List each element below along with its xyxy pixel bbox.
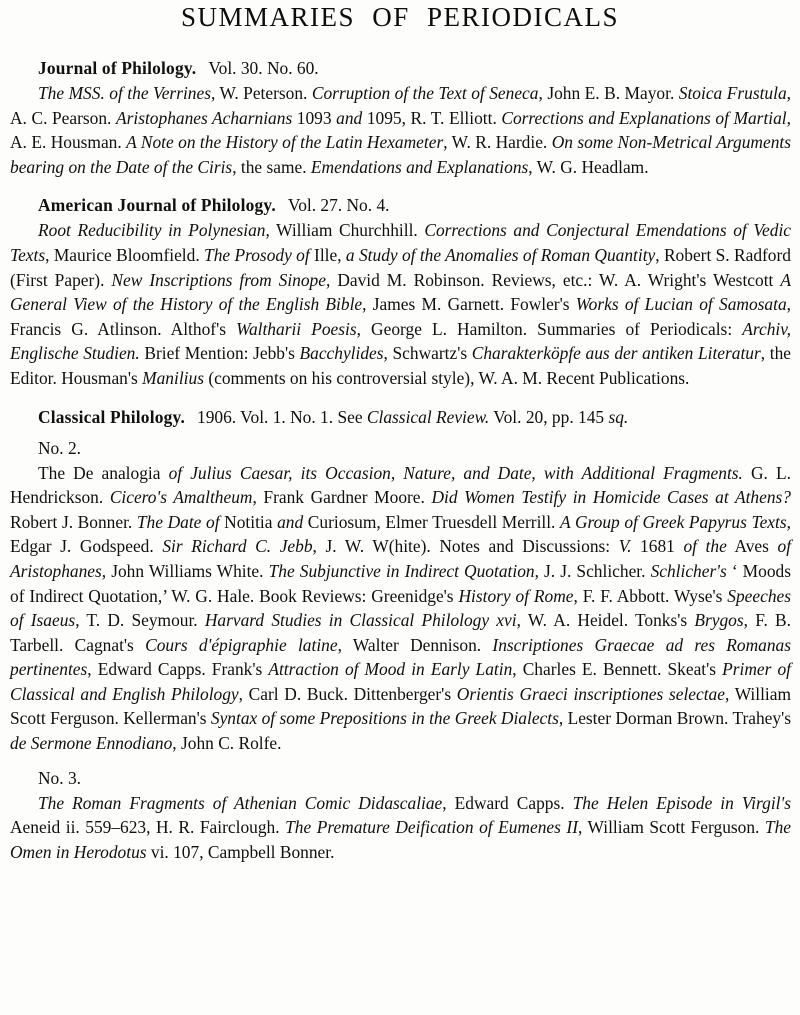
issue-number-label: No. 3. — [38, 767, 81, 788]
periodical-heading — [38, 405, 791, 430]
periodical-issue: 1906. Vol. 1. No. 1. See Classical Review. Vol. 20, pp. 145 sq. — [197, 406, 629, 427]
periodical-name: American Journal of Philology. — [38, 195, 276, 216]
periodical-contents: The MSS. of the Verrines, W. Peterson. Corruption of the Text of Seneca, John E. B. Mayor. Stoica Frustula, A. C. Pearson. Aristophanes Acharnians 1093 and 1095, R. T. Elliott. Corrections and Explanations of Martial, A. E. Housman. A Note on the History of the Latin Hexameter, W. R. Hardie. On some Non-Metrical Arguments bearing on the Date of the Ciris, the same. Emendations and Explanations, W. G. Headlam. — [10, 83, 792, 177]
periodical-heading — [38, 193, 791, 218]
issue-contents: The Roman Fragments of Athenian Comic Didascaliae, Edward Capps. The Helen Episode in Virgil's Aeneid ii. 559–623, H. R. Fairclough. The Premature Deification of Eumenes II, William Scott Ferguson. The Omen in Herodotus vi. 107, Campbell Bonner. — [10, 792, 792, 862]
periodical-entry — [10, 405, 791, 865]
periodical-name: Classical Philology. — [38, 406, 186, 427]
page-title: SUMMARIES OF PERIODICALS — [180, 2, 620, 32]
periodical-name: Journal of Philology. — [38, 58, 197, 78]
issue-contents: The De analogia of Julius Caesar, its Occasion, Nature, and Date, with Additional Fragments. G. L. Hendrickson. Cicero's Amaltheum, Frank Gardner Moore. Did Women Testify in Homicide Cases at Athens? Robert J. Bonner. The Date of Notitia and Curiosum, Elmer Truesdell Merrill. A Group of Greek Papyrus Texts, Edgar J. Godspeed. Sir Richard C. Jebb, J. W. W(hite). Notes and Discussions: V. 1681 of the Aves of Aristophanes, John Williams White. The Subjunctive in Indirect Quotation, J. J. Schlicher. Schlicher's ‘ Moods of Indirect Quotation,’ W. G. Hale. Book Reviews: Greenidge's History of Rome, F. F. Abbott. Wyse's Speeches of Isaeus, T. D. Seymour. Harvard Studies in Classical Philology xvi, W. A. Heidel. Tonks's Brygos, F. B. Tarbell. Cagnat's Cours d'épigraphie latine, Walter Dennison. Inscriptiones Graecae ad res Romanas pertinentes, Edward Capps. Frank's Attraction of Mood in Early Latin, Charles E. Bennett. Skeat's Primer of Classical and English Philology, Carl D. Buck. Dittenberger's Orientis Graeci inscriptiones selectae, William Scott Ferguson. Kellerman's Syntax of some Prepositions in the Greek Dialects, Lester Dorman Brown. Trahey's de Sermone Ennodiano, John C. Rolfe. — [10, 462, 792, 754]
periodical-heading — [38, 56, 791, 81]
periodical-contents: Root Reducibility in Polynesian, William Churchhill. Corrections and Conjectural Emendations of Vedic Texts, Maurice Bloomfield. The Prosody of Ille, a Study of the Anomalies of Roman Quantity, Robert S. Radford (First Paper). New Inscriptions from Sinope, David M. Robinson. Reviews, etc.: W. A. Wright's Westcott A General View of the History of the English Bible, James M. Garnett. Fowler's Works of Lucian of Samosata, Francis G. Atlinson. Althof's Waltharii Poesis, George L. Hamilton. Summaries of Periodicals: Archiv, Englische Studien. Brief Mention: Jebb's Bacchylides, Schwartz's Charakterköpfe aus der antiken Literatur, the Editor. Housman's Manilius (comments on his controversial style), W. A. M. Recent Publications. — [10, 220, 792, 388]
periodical-entry — [10, 193, 791, 390]
page-body — [10, 56, 791, 864]
issue-number-label: No. 2. — [38, 437, 81, 458]
periodical-entry — [10, 56, 791, 179]
periodical-issue: Vol. 27. No. 4. — [287, 195, 390, 216]
periodical-issue: Vol. 30. No. 60. — [208, 58, 319, 78]
